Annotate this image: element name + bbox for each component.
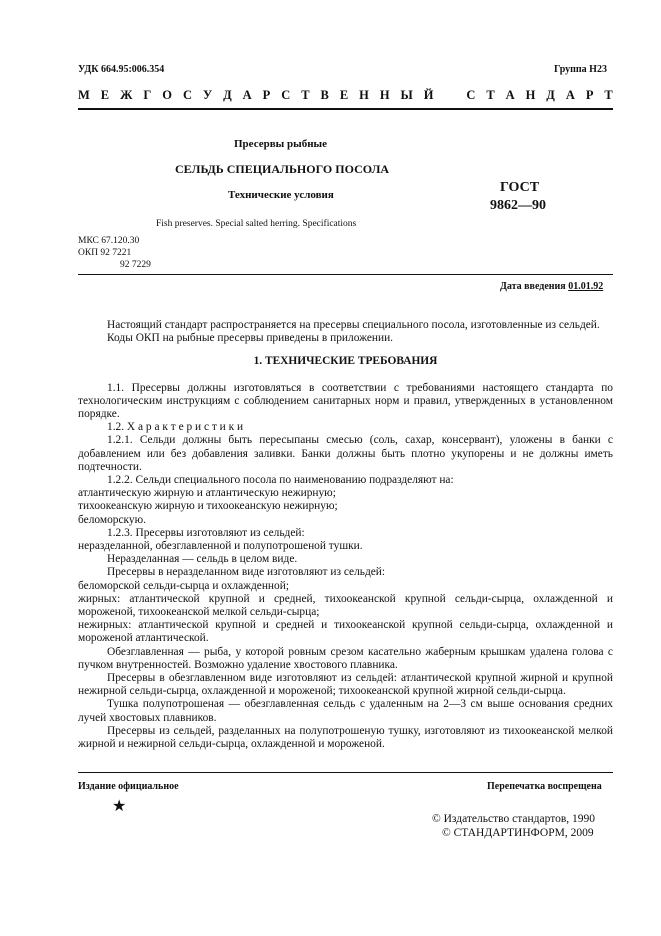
paragraph: атлантическую жирную и атлантическую нежирную; (78, 487, 336, 500)
banner-letter: Н (359, 88, 369, 102)
banner-letter: Р (262, 88, 271, 102)
banner-letter: Т (301, 88, 310, 102)
english-title: Fish preserves. Special salted herring. Specifications (156, 219, 357, 229)
title-line-1: Пресервы рыбные (234, 138, 328, 150)
mks-code: МКС 67.120.30 (78, 236, 140, 246)
paragraph: беломорской сельди-сырца и охлажденной; (78, 579, 289, 592)
banner-letter: С (466, 88, 476, 102)
banner-letter: В (320, 88, 329, 102)
banner-letter: Й (423, 88, 434, 102)
banner-letter: Ы (400, 88, 413, 102)
banner-letter: А (242, 88, 252, 102)
paragraph: Пресервы в неразделанном виде изготовляют из сельдей: (107, 566, 386, 579)
bottom-rule (78, 772, 613, 773)
date-value: 01.01.92 (568, 281, 604, 292)
middle-rule (78, 274, 613, 275)
paragraph: Неразделанная — сельдь в целом виде. (107, 553, 298, 566)
paragraph: Пресервы в обезглавленном виде изготовляют из сельдей: атлантической крупной жирной и крупной нежирной сельди-сырца, охлажденной и мороженой; тихоокеанской крупной жирной сельди-сырца. (78, 672, 613, 698)
gost-label: ГОСТ (500, 180, 540, 195)
banner-letter: Е (100, 88, 110, 102)
banner-letter: С (182, 88, 193, 102)
paragraph: Пресервы из сельдей, разделанных на полупотрошеную тушку, изготовляют из тихоокеанской мелкой жирной и нежирной сельди-сырца, охлажденной и мороженой. (78, 724, 613, 751)
paragraph: Настоящий стандарт распространяется на пресервы специального посола, изготовленные из сельдей. (107, 319, 600, 331)
edition-note: Издание официальное (78, 781, 179, 792)
udk-code: УДК 664.95:006.354 (78, 64, 165, 75)
banner-letter: Ж (120, 88, 133, 102)
banner-letter: Н (379, 88, 390, 102)
paragraph: Тушка полупотрошеная — обезглавленная сельдь с удаленным на 2—3 см выше основания средних лучей хвостовых плавников. (78, 698, 613, 724)
banner-letter: Т (486, 88, 495, 102)
banner-letter: Т (604, 88, 613, 102)
okp-code-2: 92 7229 (120, 260, 151, 270)
group-code: Группа Н23 (554, 64, 607, 75)
banner-letter: Д (223, 88, 232, 102)
banner-letter: А (565, 88, 575, 102)
interstate-standard-banner (78, 88, 613, 103)
paragraph: неразделанной, обезглавленной и полупотрошеной тушки. (78, 540, 363, 553)
paragraph: тихоокеанскую жирную и тихоокеанскую нежирную; (78, 500, 338, 513)
banner-letter: Н (525, 88, 536, 102)
banner-letter: Е (339, 88, 349, 102)
title-line-2: СЕЛЬДЬ СПЕЦИАЛЬНОГО ПОСОЛА (175, 162, 390, 176)
reprint-note: Перепечатка воспрещена (487, 781, 602, 792)
paragraph: Коды ОКП на рыбные пресервы приведены в приложении. (107, 332, 394, 345)
paragraph: 1.2.1. Сельди должны быть пересыпаны смесью (соль, сахар, консервант), уложены в банки с добавлением или без добавления заливки. Банки должны быть плотно укупорены и не должны иметь подтечности. (78, 434, 613, 473)
copyright-1: © Издательство стандартов, 1990 (432, 813, 596, 825)
paragraph: Обезглавленная — рыба, у которой ровным срезом касательно жаберным крышкам удалена голова с пучком внутренностей. Возможно удаление хвостового плавника. (78, 645, 613, 671)
banner-letter: С (281, 88, 291, 102)
section-heading: 1. ТЕХНИЧЕСКИЕ ТРЕБОВАНИЯ (253, 355, 438, 368)
banner-letter: Р (585, 88, 594, 102)
star-icon: ★ (112, 798, 127, 815)
gost-number: 9862—90 (490, 198, 546, 213)
okp-code-1: ОКП 92 7221 (78, 248, 132, 258)
paragraph: жирных: атлантической крупной и средней, тихоокеанской крупной сельди-сырца, охлажденной и мороженой, тихоокеанской мелкой сельди-сырца; (78, 592, 613, 619)
paragraph: нежирных: атлантической крупной и средней и тихоокеанской крупной сельди-сырца, охлажденной и мороженой атлантической. (78, 619, 613, 645)
banner-letter: М (78, 88, 90, 102)
title-line-3: Технические условия (228, 189, 334, 201)
paragraph: 1.2.3. Пресервы изготовляют из сельдей: (107, 526, 305, 539)
document-body (78, 319, 613, 751)
banner-letter: Г (143, 88, 152, 102)
banner-letter: О (162, 88, 173, 102)
copyright-2: © СТАНДАРТИНФОРМ, 2009 (442, 827, 594, 839)
paragraph: 1.2.2. Сельди специального посола по наименованию подразделяют на: (107, 474, 454, 487)
paragraph: 1.2. Х а р а к т е р и с т и к и (107, 421, 244, 434)
date-label: Дата введения (500, 281, 566, 292)
banner-letter: А (505, 88, 515, 102)
top-rule (78, 108, 613, 110)
banner-letter: У (202, 88, 213, 102)
banner-letter: Д (546, 88, 555, 102)
paragraph: беломорскую. (78, 513, 146, 526)
classification-codes (78, 235, 151, 271)
introduction-date (500, 281, 603, 292)
paragraph: 1.1. Пресервы должны изготовляться в соответствии с требованиями настоящего стандарта по технологическим инструкциям с соблюдением санитарных норм и правил, утвержденных в установленном порядке. (78, 381, 613, 421)
